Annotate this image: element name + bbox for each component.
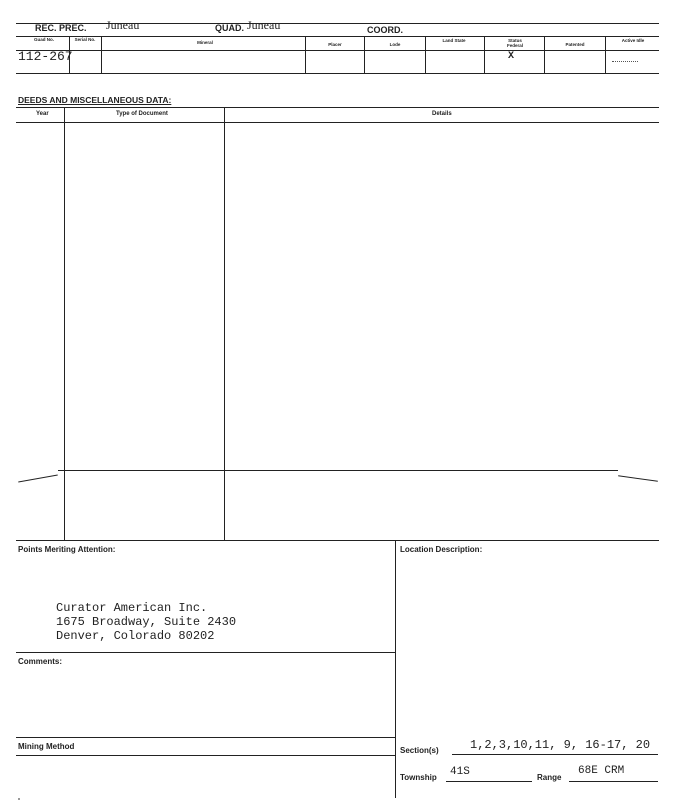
address-line-2: 1675 Broadway, Suite 2430 <box>56 615 237 629</box>
col-header-land-state: Land State <box>442 38 466 43</box>
col-header-guad-no: Guad No. <box>34 37 54 42</box>
range-underline <box>569 781 658 782</box>
col-header-patented: Patented <box>565 42 585 47</box>
col-divider <box>425 36 426 73</box>
status-federal-mark: X <box>508 51 515 62</box>
address-line-3: Denver, Colorado 80202 <box>56 629 215 643</box>
section-underline <box>452 754 658 755</box>
section-value: 1,2,3,10,11, 9, 16-17, 20 <box>470 738 651 752</box>
mining-method-bottom-rule <box>16 755 395 756</box>
points-label: Points Meriting Attention: <box>18 545 116 554</box>
deeds-col-divider <box>224 107 225 540</box>
table-top-rule <box>16 36 659 37</box>
col-header-status-federal: Status Federal <box>506 38 523 48</box>
table-header-rule <box>16 50 659 51</box>
col-divider <box>484 36 485 73</box>
mining-method-rule <box>16 737 395 738</box>
comments-label: Comments: <box>18 657 63 666</box>
guad-no-value: 112-267 <box>18 49 73 64</box>
col-header-type-of-document: Type of Document <box>116 111 168 117</box>
quad-label: QUAD. <box>215 23 244 33</box>
col-header-lode: Lode <box>389 42 401 47</box>
section-label: Section(s) <box>400 746 439 755</box>
bottom-divider <box>395 540 396 798</box>
col-divider <box>544 36 545 73</box>
rec-prec-label: REC. PREC. <box>35 23 87 33</box>
range-value: 68E CRM <box>578 765 625 777</box>
scan-speck <box>18 798 20 800</box>
col-header-active-idle: Active Idle <box>621 38 645 43</box>
deeds-top-rule <box>16 107 659 108</box>
col-header-placer: Placer <box>328 42 342 47</box>
deeds-header-rule <box>16 122 659 123</box>
col-header-details: Details <box>432 111 452 117</box>
col-divider <box>305 36 306 73</box>
col-divider <box>605 36 606 73</box>
mining-method-label: Mining Method <box>18 742 75 751</box>
col-header-mineral: Mineral <box>197 40 213 45</box>
fold-line <box>58 470 618 471</box>
rec-prec-value: Juneau <box>106 18 140 32</box>
quad-value: Juneau <box>247 18 281 32</box>
hand-mark <box>612 61 638 62</box>
col-divider <box>101 36 102 73</box>
col-header-year: Year <box>36 111 49 117</box>
table-bottom-rule <box>16 73 659 74</box>
fold-mark-right <box>618 475 658 482</box>
deeds-col-divider <box>64 107 65 540</box>
comments-rule <box>16 652 395 653</box>
col-divider <box>364 36 365 73</box>
coord-label: COORD. <box>367 25 403 35</box>
township-label: Township <box>400 773 437 782</box>
fold-mark-left <box>18 475 58 483</box>
address-line-1: Curator American Inc. <box>56 601 208 615</box>
col-header-serial-no: Serial No. <box>74 37 96 42</box>
township-value: 41S <box>450 766 470 778</box>
location-label: Location Description: <box>400 545 483 554</box>
township-underline <box>446 781 532 782</box>
deeds-title: DEEDS AND MISCELLANEOUS DATA: <box>18 95 172 105</box>
bottom-top-rule <box>16 540 659 541</box>
range-label: Range <box>537 773 562 782</box>
